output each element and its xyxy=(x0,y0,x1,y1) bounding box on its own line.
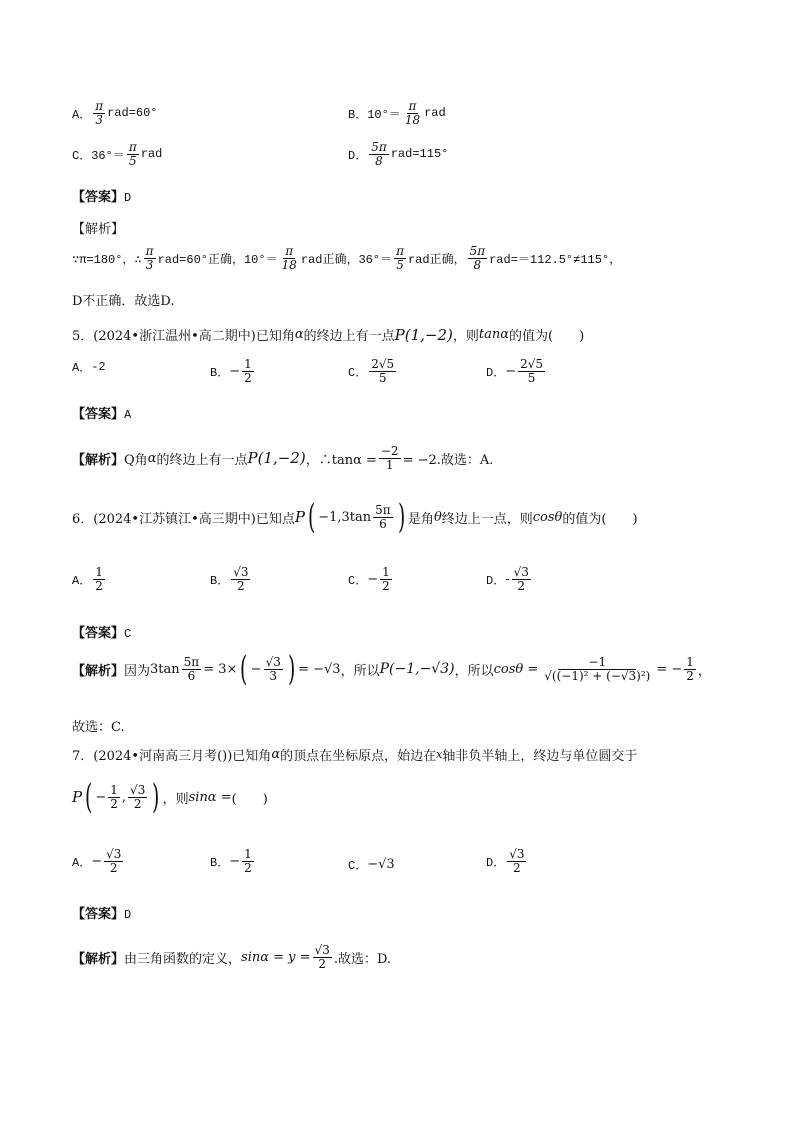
fraction: $\frac{1}{2}$ xyxy=(686,654,694,683)
q5-option-c xyxy=(348,358,398,384)
q6-option-d xyxy=(486,566,533,592)
text: ，∴tanα = xyxy=(305,452,377,468)
q7-answer xyxy=(72,903,131,922)
option-label: D． xyxy=(348,148,368,163)
symbol: θ xyxy=(433,509,442,525)
sign: − xyxy=(229,363,241,379)
paren: ) xyxy=(152,777,160,817)
option-text: rad=60° xyxy=(107,106,158,121)
text: ， xyxy=(697,663,711,679)
answer-value: C xyxy=(124,627,132,641)
text: −1,3tan xyxy=(318,509,372,525)
text: 是角 xyxy=(407,511,434,527)
sign: − xyxy=(505,363,517,379)
option-text: rad xyxy=(140,147,163,162)
text: 的终边上有一点 xyxy=(303,329,395,344)
fraction: $\frac{1}{2}$ xyxy=(382,565,390,593)
option-label: D． xyxy=(486,855,506,870)
sign: - xyxy=(505,571,510,587)
answer-tag: 【答案】 xyxy=(72,190,125,205)
expression: cosθ xyxy=(532,509,563,525)
sign: − xyxy=(91,853,103,869)
analysis-tag: 【解析】 xyxy=(72,663,125,679)
fraction: $\frac{1}{2}$ xyxy=(110,782,118,811)
fraction: $\frac{√3}{2}$ xyxy=(509,847,525,875)
option-text: 36°＝ xyxy=(91,148,125,163)
answer-value: A xyxy=(124,408,132,422)
option-label: B． xyxy=(210,855,230,870)
option-label: A． xyxy=(72,855,92,870)
text: ，则 xyxy=(162,791,189,807)
sign: − xyxy=(95,789,107,805)
paren: ( xyxy=(240,649,248,689)
q6-stem xyxy=(72,497,638,537)
analysis-tag: 【解析】 xyxy=(72,452,125,468)
q4-option-b xyxy=(348,100,446,126)
option-value: −√3 xyxy=(367,857,395,872)
fraction: $\frac{\pi}{18}$ xyxy=(281,244,297,272)
text: .故选：D. xyxy=(333,951,392,967)
text: rad=＝112.5°≠115°， xyxy=(489,252,622,267)
text: rad正确， xyxy=(407,252,466,267)
q4-explanation-line1 xyxy=(72,245,621,271)
fraction: $\frac{1}{2}$ xyxy=(244,847,252,875)
option-value: -2 xyxy=(91,359,106,374)
comma: , xyxy=(121,789,127,805)
paren: ) xyxy=(287,649,296,689)
fraction: $\frac{\pi}{3}$ xyxy=(145,244,154,272)
q6-option-a xyxy=(72,566,107,592)
text: ，所以 xyxy=(340,663,380,679)
q5-answer xyxy=(72,403,131,422)
expression: = −√3 xyxy=(298,661,341,677)
q4-option-c xyxy=(72,141,162,167)
text: ∵π=180°，∴ xyxy=(72,252,142,267)
text: rad=60°正确，10°＝ xyxy=(157,252,278,267)
fraction: $\frac{√3}{2}$ xyxy=(106,847,122,875)
option-label: C． xyxy=(348,573,368,588)
fraction: $\frac{√3}{2}$ xyxy=(233,565,249,593)
q5-explanation xyxy=(72,445,493,471)
q5-option-d xyxy=(486,358,547,384)
option-label: D． xyxy=(486,365,506,380)
paren: ( xyxy=(85,777,93,817)
sign: − xyxy=(229,853,241,869)
option-label: B． xyxy=(348,107,368,122)
q7-stem-line2 xyxy=(72,777,268,817)
answer-tag: 【答案】 xyxy=(72,907,125,922)
q7-explanation xyxy=(72,944,391,970)
q6-explanation-line2: 故选：C. xyxy=(72,720,125,735)
symbol: α xyxy=(294,327,304,342)
text: 的终边上有一点 xyxy=(156,452,248,468)
sign: − xyxy=(367,571,379,587)
fraction: $\frac{\pi}{5}$ xyxy=(128,140,137,168)
option-label: B． xyxy=(210,365,230,380)
answer-value: D xyxy=(124,908,132,922)
text: 7．(2024•河南高三月考())已知角 xyxy=(72,749,272,764)
expression: 3tan xyxy=(150,661,180,677)
fraction: $\frac{√3}{2}$ xyxy=(130,782,146,811)
text: 由三角函数的定义， xyxy=(124,951,242,967)
q4-answer xyxy=(72,186,131,205)
text: ，则 xyxy=(452,329,479,344)
symbol: α xyxy=(147,450,157,466)
fraction: $\frac{2√5}{5}$ xyxy=(520,357,544,385)
fraction: $\frac{√3}{3}$ xyxy=(265,654,281,683)
fraction: $\frac{√3}{2}$ xyxy=(513,565,529,593)
option-label: C． xyxy=(72,148,92,163)
fraction: $\frac{1}{2}$ xyxy=(244,357,252,385)
fraction: $\frac{√3}{2}$ xyxy=(314,943,330,971)
text: 6．(2024•江苏镇江•高三期中)已知点 xyxy=(72,511,295,527)
paren: ( xyxy=(307,497,316,537)
q4-option-a xyxy=(72,100,158,126)
expression: tanα xyxy=(478,327,510,342)
q7-option-c xyxy=(348,856,395,873)
text: 的顶点在坐标原点，始边在 xyxy=(280,749,437,764)
fraction: $\frac{\pi}{3}$ xyxy=(95,99,104,127)
expression: = − xyxy=(656,661,683,677)
q7-option-b xyxy=(210,848,256,874)
q4-analysis-tag: 【解析】 xyxy=(72,222,125,237)
q5-option-a xyxy=(72,358,106,375)
option-label: A． xyxy=(72,573,92,588)
point-label: P xyxy=(72,788,83,806)
text: rad正确，36°＝ xyxy=(300,252,393,267)
answer-tag: 【答案】 xyxy=(72,626,125,641)
q6-answer xyxy=(72,622,131,641)
fraction: $\frac{\pi}{18}$ xyxy=(404,99,421,127)
option-text: 10°＝ xyxy=(367,107,401,122)
fraction: $\frac{5\pi}{8}$ xyxy=(371,140,387,168)
answer-tag: 【答案】 xyxy=(72,407,125,422)
q5-option-b xyxy=(210,358,256,384)
option-label: C． xyxy=(348,365,368,380)
sign: − xyxy=(250,661,262,677)
option-label: C． xyxy=(348,859,368,873)
q7-stem-line1 xyxy=(72,745,637,764)
text: 因为 xyxy=(124,663,151,679)
option-label: A． xyxy=(72,361,92,375)
fraction: $\frac{5\pi}{8}$ xyxy=(469,244,486,272)
fraction: $\frac{5\pi}{6}$ xyxy=(183,654,200,683)
symbol: x xyxy=(436,748,443,761)
option-text: rad xyxy=(424,106,446,121)
expression: sinα = y = xyxy=(241,949,311,965)
point: P(−1,−√3) xyxy=(379,661,455,677)
text: 的值为( ) xyxy=(509,329,585,344)
expression: = 3× xyxy=(203,661,238,677)
point-label: P xyxy=(294,508,305,526)
q4-option-d xyxy=(348,141,448,167)
text: ，所以 xyxy=(454,663,494,679)
text: ( ) xyxy=(231,791,268,807)
q6-option-b xyxy=(210,566,252,592)
option-label: D． xyxy=(486,573,506,588)
q6-option-c xyxy=(348,566,394,592)
option-label: B． xyxy=(210,573,230,588)
analysis-tag: 【解析】 xyxy=(72,951,125,967)
fraction: $\frac{5\pi}{6}$ xyxy=(375,502,391,531)
fraction: $\frac{\pi}{5}$ xyxy=(396,244,404,272)
q4-explanation-line2: D不正确．故选D. xyxy=(72,294,175,309)
expression: cosθ = xyxy=(493,661,539,677)
q7-option-d xyxy=(486,848,528,874)
q6-explanation-line1 xyxy=(72,649,711,689)
text: Q角 xyxy=(124,452,148,468)
text: 的值为( ) xyxy=(562,511,638,527)
fraction: $\frac{1}{2}$ xyxy=(95,565,103,593)
option-text: rad=115° xyxy=(390,147,449,162)
text: 5．(2024•浙江温州•高二期中)已知角 xyxy=(72,329,295,344)
q7-option-a xyxy=(72,848,125,874)
answer-value: D xyxy=(124,191,132,205)
option-label: A． xyxy=(72,107,92,122)
text: 轴非负半轴上，终边与单位圆交于 xyxy=(442,749,638,764)
paren: ) xyxy=(397,497,405,537)
q5-stem xyxy=(72,325,584,344)
symbol: α xyxy=(271,747,281,762)
point: P(1,−2) xyxy=(247,449,306,468)
fraction: $\frac{-1}{\text{√((−1)² + (−√3)²)}}$ xyxy=(544,654,651,683)
fraction: $\frac{2√5}{5}$ xyxy=(371,357,395,385)
text: 终边上一点，则 xyxy=(441,511,533,527)
expression: sinα = xyxy=(188,789,232,805)
point: P(1,−2) xyxy=(394,325,453,344)
fraction: $\frac{-2}{1}$ xyxy=(380,444,399,472)
text: = −2.故选：A. xyxy=(402,452,494,468)
